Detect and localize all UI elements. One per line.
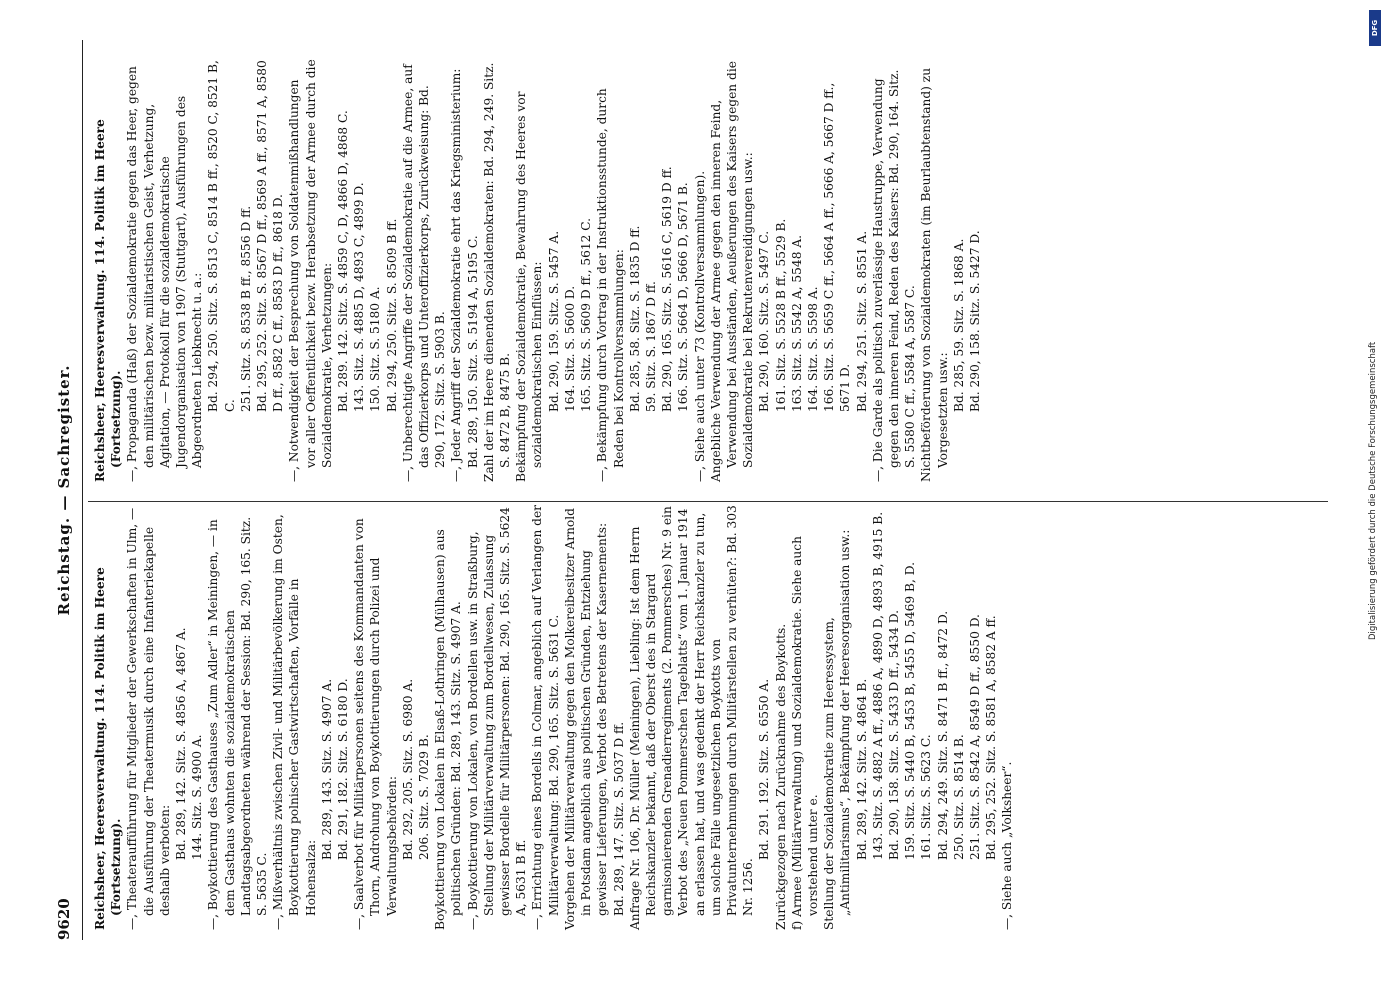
index-entry: —, Unberechtigte Angriffe der Sozialdemokratie auf die Armee, auf das Offizierkorps und Unteroffizierkorps, Zurückweisung: Bd. 290, 172. Sitz. S. 5903 B.	[400, 64, 448, 482]
index-entry: Bd. 295, 252. Sitz. S. 8581 A, 8582 A ff.	[984, 615, 999, 860]
index-entry: Bd. 291. 192. Sitz. S. 6550 A.	[757, 678, 772, 860]
index-entry: Bd. 290, 165. Sitz. S. 5616 C, 5619 D ff.	[660, 166, 675, 412]
index-entry: Zurückgezogen nach Zurücknahme des Boykotts.	[773, 623, 788, 930]
index-entry: 251. Sitz. S. 8542 A, 8549 D ff., 8550 D.	[967, 614, 982, 860]
index-entry: Bd. 291, 182. Sitz. S. 6180 D.	[336, 678, 351, 860]
index-entry: —, Propaganda (Haß) der Sozialdemokratie gegen das Heer, gegen den militärischen bezw. militaristischen Geist, Verhetzung, Agitation, — Protokoll für die sozialdemokratische Jugendorganisation von 1907 (Stuttgart), Ausführungen des Abgeordneten Liebknecht u. a.:	[125, 66, 205, 482]
left-column-heading: Reichsheer, Heeresverwaltung. 114. Politik im Heere (Fortsetzung).	[93, 567, 124, 930]
index-entry: —, Mißverhältnis zwischen Zivil- und Militärbevölkerung im Osten, Boykottierung polnischer Gastwirtschaften, Vorfälle in Hohensalza:	[271, 514, 318, 930]
index-entry: 150. Sitz. S. 5180 A.	[368, 286, 383, 412]
column-divider	[88, 501, 1328, 502]
index-entry: Bd. 285, 58. Sitz. S. 1835 D ff.	[627, 225, 642, 412]
index-entry: —, Boykottierung des Gasthauses „Zum Adler“ in Meiningen, — in dem Gasthaus wohnten die sozialdemokratischen Landtagsabgeordneten während der Session: Bd. 290, 165. Sitz. S. 5635 C.	[206, 516, 270, 930]
index-entry: 143. Sitz. S. 4885 D, 4893 C, 4899 D.	[352, 182, 367, 412]
index-entry: Bd. 294, 249. Sitz. S. 8471 B ff., 8472 D.	[935, 610, 950, 860]
page-title: Reichstag. — Sachregister.	[55, 364, 73, 616]
index-entry: Angebliche Verwendung der Armee gegen den inneren Feind, Verwendung bei Ausständen, Aeußerungen des Kaisers gegen die Sozialdemokratie bei Rekrutenvereidigungen usw.:	[708, 61, 756, 482]
index-entry: —, Errichtung eines Bordells in Colmar, angeblich auf Verlangen der Militärverwaltung: Bd. 290, 165. Sitz. S. 5631 C.	[530, 504, 561, 930]
index-entry: 144. Sitz. S. 4900 A.	[190, 734, 205, 860]
index-entry: Bd. 289, 143. Sitz. S. 4907 A.	[319, 678, 334, 860]
dfg-logo-text: DFG	[1371, 19, 1379, 37]
index-entry: 206. Sitz. S. 7029 B.	[417, 734, 432, 860]
header-rule	[82, 40, 83, 940]
index-entry: —, Theateraufführung für Mitglieder der Gewerkschaften in Ulm, — die Ausführung der Theatermusik durch eine Infanteriekapelle deshalb verboten:	[125, 507, 172, 930]
right-column	[92, 57, 983, 482]
index-entry: 164. Sitz. S. 5598 A.	[805, 286, 820, 412]
index-entry: Vorgehen der Militärverwaltung gegen den Molkereibesitzer Arnold in Potsdam angeblich aus politischen Gründen, Entziehung gewisser Lieferungen, Verbot des Betretens der Kasernements: Bd. 289, 147. Sitz. S. 5037 D ff.	[562, 508, 626, 930]
index-entry: 164. Sitz. S. 5600 D.	[562, 285, 577, 412]
index-entry: Bd. 289. 142. Sitz. S. 4859 C, D, 4866 D, 4868 C.	[336, 110, 351, 412]
left-column	[92, 505, 1016, 930]
index-entry: Bd. 294, 251. Sitz. S. 8551 A.	[854, 230, 869, 412]
index-entry: 250. Sitz. S. 8514 B.	[951, 734, 966, 860]
right-column-heading: Reichsheer, Heeresverwaltung. 114. Politik im Heere (Fortsetzung).	[93, 119, 124, 482]
index-entry: Bekämpfung der Sozialdemokratie, Bewahrung des Heeres vor sozialdemokratischen Einflüssen:	[514, 91, 545, 482]
index-entry: Zahl der im Heere dienenden Sozialdemokraten: Bd. 294, 249. Sitz. S. 8472 B, 8475 B.	[481, 62, 513, 482]
index-entry: 166. Sitz. S. 5659 C ff., 5664 A ff., 5666 A, 5667 D ff., 5671 D.	[822, 82, 853, 412]
index-entry: —, Bekämpfung durch Vortrag in der Instruktionsstunde, durch Reden bei Kontrollversammlungen:	[595, 88, 626, 482]
index-entry: —, Siehe auch unter 73 (Kontrollversammlungen).	[692, 170, 707, 482]
index-entry: Bd. 295, 252. Sitz. S. 8567 D ff., 8569 A ff., 8571 A, 8580 D ff., 8582 C ff., 8583 D ff., 8618 D.	[255, 60, 286, 412]
index-entry: Stellung der Sozialdemokratie zum Heeressystem, „Antimilitarismus“, Bekämpfung der Heeresorganisation usw.:	[822, 529, 853, 930]
index-entry: Bd. 292, 205. Sitz. S. 6980 A.	[400, 678, 415, 860]
page-header	[55, 40, 79, 940]
index-entry: Bd. 285, 59. Sitz. S. 1868 A.	[951, 238, 966, 412]
index-entry: Bd. 290, 160. Sitz. S. 5497 C.	[757, 230, 772, 412]
page-number: 9620	[55, 898, 73, 940]
index-entry: 59. Sitz. S. 1867 D ff.	[643, 281, 658, 412]
index-entry: 165. Sitz. S. 5609 D ff., 5612 C.	[579, 217, 594, 412]
index-entry: Bd. 290, 159. Sitz. S. 5457 A.	[546, 230, 561, 412]
index-entry: Bd. 294, 250. Sitz. S. 8509 B ff.	[384, 218, 399, 412]
dfg-logo	[1369, 10, 1381, 46]
index-entry: 161. Sitz. S. 5528 B ff., 5529 B.	[773, 218, 788, 412]
index-entry: f) Armee (Militärverwaltung) und Sozialdemokratie. Siehe auch vorstehend unter e.	[789, 536, 820, 930]
index-entry: 161. Sitz. S. 5623 C.	[919, 734, 934, 860]
index-entry: 159. Sitz. S. 5440 B, 5453 B, 5455 D, 5469 B, D.	[903, 562, 918, 860]
index-entry: —, Saalverbot für Militärpersonen seitens des Kommandanten von Thorn, Androhung von Boykottierungen durch Polizei und Verwaltungsbehörden:	[352, 518, 399, 930]
index-entry: 143. Sitz. S. 4882 A ff., 4886 A, 4890 D, 4893 B, 4915 B.	[870, 511, 885, 860]
index-entry: Bd. 289, 142. Sitz. S. 4864 B.	[854, 678, 869, 860]
index-entry: Nichtbeförderung von Sozialdemokraten (im Beurlaubtenstand) zu Vorgesetzten usw.:	[919, 67, 950, 482]
index-entry: 163. Sitz. S. 5542 A, 5548 A.	[789, 235, 804, 412]
index-entry: —, Notwendigkeit der Besprechung von Soldatenmißhandlungen vor aller Oeffentlichkeit bezw. Herabsetzung der Armee durch die Sozialdemokratie, Verhetzungen:	[287, 59, 334, 482]
index-entry: 251. Sitz. S. 8538 B ff., 8556 D ff.	[238, 205, 253, 412]
index-entry: Anfrage Nr. 106, Dr. Müller (Meiningen), Liebling: Ist dem Herrn Reichskanzler bekannt, daß der Oberst des in Stargard garnisonierenden Grenadierregiments (2. Pommersches) Nr. 9 ein Verbot des „Neuen Pommerschen Tageblatts“ vom 1. Januar 1914 an erlassen hat, und was gedenkt der Herr Reichskanzler zu tun, um solche Fälle ungesetzlichen Boykotts von Privatunternehmungen durch Militärstellen zu verhüten?: Bd. 303 Nr. 1256.	[627, 505, 756, 930]
index-entry: —, Jeder Angriff der Sozialdemokratie ehrt das Kriegsministerium: Bd. 289, 150. Sitz. S. 5194 A, 5195 C.	[449, 68, 480, 482]
index-entry: 166. Sitz. S. 5664 D, 5666 D, 5671 B.	[676, 182, 691, 412]
digitization-credit: Digitalisierung gefördert durch die Deutsche Forschungsgemeinschaft	[1368, 341, 1378, 640]
index-entry: —, Siehe auch „Volksheer“.	[1000, 761, 1015, 930]
index-entry: Boykottierung von Lokalen in Elsaß-Lothringen (Mülhausen) aus politischen Gründen: Bd. 289, 143. Sitz. S. 4907 A.	[433, 529, 464, 930]
index-entry: Bd. 290, 158. Sitz. S. 5433 D ff., 5434 D.	[886, 610, 901, 860]
index-entry: Bd. 290, 158. Sitz. S. 5427 D.	[967, 230, 982, 412]
index-entry: Bd. 289, 142. Sitz. S. 4856 A, 4867 A.	[174, 627, 189, 860]
index-entry: —, Die Garde als politisch zuverlässige Haustruppe, Verwendung gegen den inneren Feind, Reden des Kaisers: Bd. 290, 164. Sitz. S. 5580 C ff., 5584 A, 5587 C.	[870, 69, 918, 482]
index-entry: —, Boykottierung von Lokalen, von Bordellen usw. in Straßburg, Stellung der Militärverwaltung zum Bordellwesen, Zulassung gewisser Bordelle für Militärpersonen: Bd. 290, 165. Sitz. S. 5624 A, 5631 B ff.	[465, 507, 529, 930]
index-entry: Bd. 294, 250. Sitz. S. 8513 C, 8514 B ff., 8520 C, 8521 B, C.	[206, 60, 237, 412]
